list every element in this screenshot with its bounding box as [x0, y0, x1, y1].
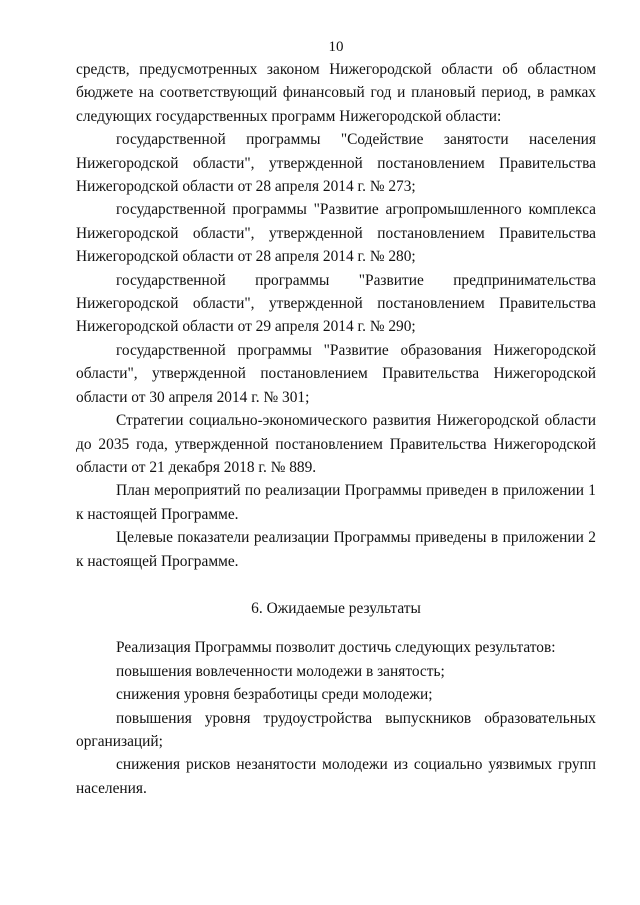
paragraph: Реализация Программы позволит достичь следующих результатов: — [116, 639, 556, 657]
paragraph: средств, предусмотренных законом Нижегородской области об областном бюджете на соответствующий финансовый год и плановый период, в рамках следующих государственных программ Нижегородской области: — [76, 61, 596, 125]
paragraph: Стратегии социально-экономического развития Нижегородской области до 2035 года, утвержденной постановлением Правительства Нижегородской области от 21 декабря 2018 г. № 889. — [76, 412, 596, 476]
page-number: 10 — [328, 39, 344, 55]
paragraph: повышения уровня трудоустройства выпускников образовательных организаций; — [76, 709, 596, 750]
paragraph: снижения уровня безработицы среди молодежи; — [116, 686, 433, 704]
section-title: 6. Ожидаемые результаты — [251, 599, 421, 617]
paragraph: повышения вовлеченности молодежи в занятость; — [116, 662, 445, 680]
paragraph: снижения рисков незанятости молодежи из социально уязвимых групп населения. — [76, 756, 596, 797]
top-paragraphs — [76, 58, 596, 573]
bottom-paragraphs — [76, 636, 596, 800]
paragraph: государственной программы "Развитие образования Нижегородской области", утвержденной постановлением Правительства Нижегородской области от 30 апреля 2014 г. № 301; — [76, 341, 596, 406]
paragraph: государственной программы "Содействие занятости населения Нижегородской области", утвержденной постановлением Правительства Нижегородской области от 28 апреля 2014 г. № 273; — [76, 131, 596, 196]
paragraph: План мероприятий по реализации Программы приведен в приложении 1 к настоящей Программе. — [76, 482, 596, 523]
paragraph: Целевые показатели реализации Программы приведены в приложении 2 к настоящей Программе. — [76, 529, 596, 570]
paragraph: государственной программы "Развитие предпринимательства Нижегородской области", утвержденной постановлением Правительства Нижегородской области от 29 апреля 2014 г. № 290; — [76, 271, 596, 336]
paragraph: государственной программы "Развитие агропромышленного комплекса Нижегородской области", утвержденной постановлением Правительства Нижегородской области от 28 апреля 2014 г. № 280; — [76, 201, 596, 266]
